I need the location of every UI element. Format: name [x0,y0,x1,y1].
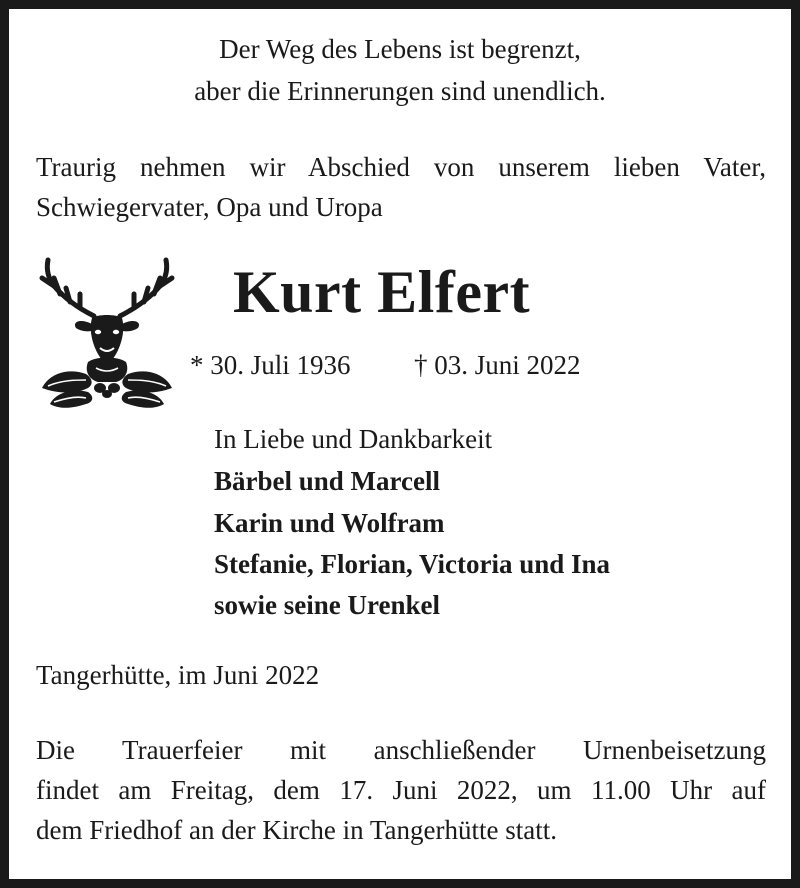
place-date: Tangerhütte, im Juni 2022 [36,660,320,690]
family-member: sowie seine Urenkel [214,590,440,620]
family-member: Bärbel und Marcell [214,466,440,496]
family-intro: In Liebe und Dankbarkeit [214,424,493,454]
ceremony-line-3: dem Friedhof an der Kirche in Tangerhütte statt. [36,815,557,845]
intro-line-1: Traurig nehmen wir Abschied von unserem lieben Vater, [36,152,766,182]
family-member: Stefanie, Florian, Victoria und Ina [214,549,611,579]
ceremony-line-2: findet am Freitag, dem 17. Juni 2022, um 11.00 Uhr auf [36,775,766,805]
birth-date: * 30. Juli 1936 [190,350,351,380]
death-date: † 03. Juni 2022 [414,350,581,380]
ceremony-line-1: Die Trauerfeier mit anschließender Urnenbeisetzung [36,735,766,765]
family-member: Karin und Wolfram [214,508,445,538]
intro-line-2: Schwiegervater, Opa und Uropa [36,192,383,222]
motto-line-2: aber die Erinnerungen sind unendlich. [194,76,606,106]
deceased-name: Kurt Elfert [233,259,531,325]
stag-emblem-icon [36,252,178,414]
motto-line-1: Der Weg des Lebens ist begrenzt, [219,34,581,64]
